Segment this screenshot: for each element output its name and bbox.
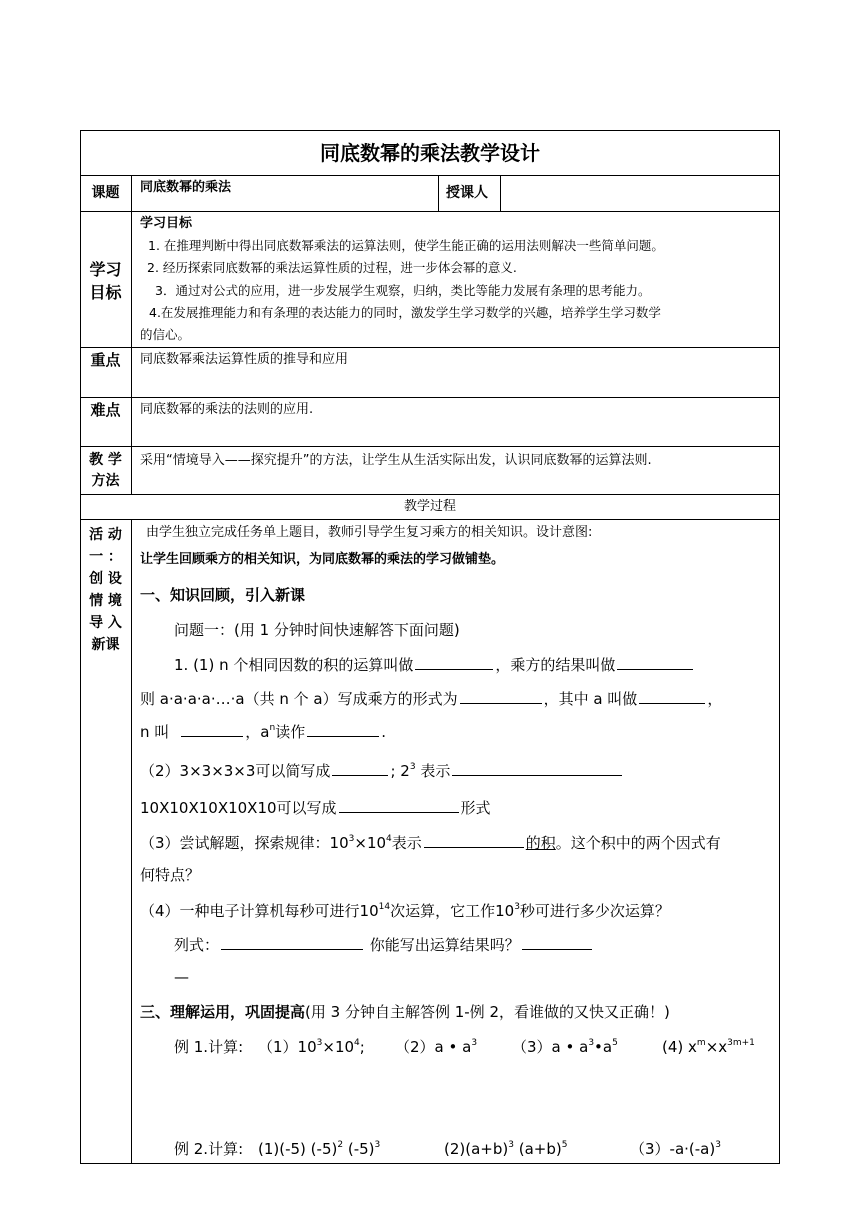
question-text: 。这个积中的两个因式有 xyxy=(555,834,721,852)
difficulty-label: 难点 xyxy=(90,401,121,419)
example-text: （2）a • a xyxy=(395,1038,472,1056)
example-text: （3）a • a xyxy=(512,1038,589,1056)
superscript: 3 xyxy=(514,902,520,912)
example-item xyxy=(395,1036,477,1058)
superscript: 3 xyxy=(316,1038,323,1048)
example-text: (1)(-5) (-5) xyxy=(258,1140,338,1158)
question-text: 次运算，它工作10 xyxy=(390,902,515,920)
answer-blank[interactable] xyxy=(221,935,363,950)
activity-label-line: 导 入 xyxy=(89,615,122,631)
question-line xyxy=(140,760,624,782)
example-text: (-5) xyxy=(343,1140,375,1158)
difficulty-text: 同底数幂的乘法的法则的应用. xyxy=(140,402,314,417)
question-text: ; 2 xyxy=(390,762,410,780)
answer-blank[interactable] xyxy=(181,722,243,737)
key-point-label: 重点 xyxy=(90,351,121,369)
question-text: ×10 xyxy=(354,834,387,852)
answer-blank[interactable] xyxy=(332,761,388,776)
row-divider xyxy=(80,175,780,176)
example-text: (a+b) xyxy=(513,1140,562,1158)
question-text: ，a xyxy=(245,723,270,741)
superscript: 2 xyxy=(337,1140,344,1150)
answer-blank[interactable] xyxy=(339,798,459,813)
question-text: ，乘方的结果叫做 xyxy=(495,656,616,674)
question-text: . xyxy=(381,723,386,741)
question-text: （2）3×3×3×3可以简写成 xyxy=(140,762,331,780)
method-label-line2: 方法 xyxy=(91,473,120,489)
superscript: 3 xyxy=(409,762,416,772)
example-text: （3）-a·(-a) xyxy=(630,1140,716,1158)
goals-label-line1: 学习 xyxy=(89,260,122,279)
activity-intent: 让学生回顾乘方的相关知识，为同底数幂的乘法的学习做铺垫。 xyxy=(140,552,505,567)
superscript: 4 xyxy=(354,1038,360,1048)
activity-label-line: 新课 xyxy=(91,637,120,653)
superscript: 5 xyxy=(612,1038,618,1048)
example-text: (4) x xyxy=(662,1038,697,1056)
question-line xyxy=(140,721,386,743)
question-text: 表示 xyxy=(391,834,422,852)
activity-label-line: 创 设 xyxy=(89,571,122,587)
goal-item: 4.在发展推理能力和有条理的表达能力的同时，激发学生学习数学的兴趣，培养学生学习数学 xyxy=(149,305,661,320)
superscript: 14 xyxy=(378,902,391,912)
question-text: 何特点？ xyxy=(140,866,201,884)
process-heading: 教学过程 xyxy=(403,499,456,514)
example-text: •a xyxy=(594,1038,613,1056)
section-apply-line xyxy=(140,1001,670,1023)
goal-item: 的信心。 xyxy=(140,327,191,342)
column-divider xyxy=(438,175,439,211)
question-line xyxy=(174,654,695,676)
superscript: 3m+1 xyxy=(727,1038,755,1048)
example-text: ; xyxy=(359,1038,365,1056)
method-text: 采用“情境导入——探究提升”的方法，让学生从生活实际出发，认识同底数幂的运算法则. xyxy=(140,453,652,468)
column-divider xyxy=(131,519,132,1164)
answer-blank[interactable] xyxy=(617,655,693,670)
activity-label-line: 一 ： xyxy=(89,549,122,565)
superscript: 3 xyxy=(348,834,355,844)
topic-value: 同底数幂的乘法 xyxy=(140,180,232,195)
superscript: 3 xyxy=(588,1038,595,1048)
row-divider xyxy=(80,211,780,212)
question-line xyxy=(174,934,594,956)
section-review-heading: 一、知识回顾，引入新课 xyxy=(140,586,306,604)
question-line xyxy=(140,797,491,819)
superscript: 3 xyxy=(715,1140,721,1150)
example-text: ×x xyxy=(705,1038,728,1056)
superscript: n xyxy=(269,723,276,733)
question-text: 10X10X10X10X10可以写成 xyxy=(140,799,337,817)
superscript: 3 xyxy=(508,1140,514,1150)
question-text: 形式 xyxy=(460,799,491,817)
question-text: 则 a·a·a·a·…·a（共 n 个 a）写成乘方的形式为 xyxy=(140,690,458,708)
column-divider xyxy=(500,175,501,211)
question-text: n 叫 xyxy=(140,723,170,741)
goal-item: 1. 在推理判断中得出同底数幂乘法的运算法则，使学生能正确的运用法则解决一些简单问题。 xyxy=(148,238,664,253)
example-item xyxy=(444,1138,567,1160)
goals-heading: 学习目标 xyxy=(140,216,193,231)
example-label: 例 1.计算: xyxy=(174,1038,244,1056)
activity-intro: 由学生独立完成任务单上题目，教师引导学生复习乘方的相关知识。设计意图: xyxy=(146,525,593,540)
question-line xyxy=(140,688,722,710)
question-text: ， xyxy=(707,690,723,708)
key-point-text: 同底数幂乘法运算性质的推导和应用 xyxy=(140,352,349,367)
question-text: 列式： xyxy=(174,936,220,954)
example-text: （1）10 xyxy=(258,1038,317,1056)
teacher-label: 授课人 xyxy=(446,185,488,201)
section-apply-note: (用 3 分钟自主解答例 1-例 2，看谁做的又快又正确！) xyxy=(305,1003,670,1021)
question-text: — xyxy=(174,968,189,986)
superscript: 3 xyxy=(374,1140,381,1150)
answer-blank[interactable] xyxy=(522,935,592,950)
example-label: 例 2.计算: xyxy=(174,1140,244,1158)
column-divider xyxy=(131,175,132,494)
example-text: (2)(a+b) xyxy=(444,1140,509,1158)
question-text: 读作 xyxy=(275,723,306,741)
question-text: 你能写出运算结果吗？ xyxy=(369,936,520,954)
question-text: 表示 xyxy=(415,762,451,780)
goal-item: 3．通过对公式的应用，进一步发展学生观察，归纳，类比等能力发展有条理的思考能力。 xyxy=(155,283,651,298)
row-divider xyxy=(80,494,780,495)
answer-blank[interactable] xyxy=(424,833,524,848)
row-divider xyxy=(80,397,780,398)
answer-blank[interactable] xyxy=(452,761,622,776)
superscript: 5 xyxy=(561,1140,568,1150)
row-divider xyxy=(80,519,780,520)
question-text: 1. (1) n 个相同因数的积的运算叫做 xyxy=(174,656,414,674)
superscript: m xyxy=(696,1038,706,1048)
goal-item: 2. 经历探索同底数幂的乘法运算性质的过程，进一步体会幂的意义. xyxy=(147,260,517,275)
goals-label-line2: 目标 xyxy=(89,283,122,302)
example-item xyxy=(662,1036,755,1058)
answer-blank[interactable] xyxy=(307,722,379,737)
superscript: 3 xyxy=(471,1038,478,1048)
question-text: 的积 xyxy=(525,834,556,852)
row-divider xyxy=(80,446,780,447)
activity-label-line: 情 境 xyxy=(89,593,122,609)
answer-blank[interactable] xyxy=(460,689,542,704)
question-text: 秒可进行多少次运算？ xyxy=(519,902,670,920)
method-label-line1: 教 学 xyxy=(89,452,122,468)
example-text: ×10 xyxy=(322,1038,355,1056)
example-item xyxy=(512,1036,618,1058)
activity-label-line: 活 动 xyxy=(89,527,122,543)
example-item xyxy=(258,1138,380,1160)
question-text: （4）一种电子计算机每秒可进行10 xyxy=(140,902,379,920)
document-title: 同底数幂的乘法教学设计 xyxy=(320,141,540,165)
answer-blank[interactable] xyxy=(639,689,705,704)
example-item xyxy=(258,1036,365,1058)
question-one-intro: 问题一：(用 1 分钟时间快速解答下面问题) xyxy=(174,621,460,639)
topic-label: 课题 xyxy=(91,185,120,201)
answer-blank[interactable] xyxy=(415,655,493,670)
example-item xyxy=(630,1138,721,1160)
superscript: 4 xyxy=(386,834,392,844)
question-text: ，其中 a 叫做 xyxy=(543,690,638,708)
question-line xyxy=(140,832,721,854)
question-text: （3）尝试解题，探索规律：10 xyxy=(140,834,349,852)
row-divider xyxy=(80,347,780,348)
section-apply-heading: 三、理解运用，巩固提高 xyxy=(140,1003,306,1021)
question-line xyxy=(140,900,670,922)
